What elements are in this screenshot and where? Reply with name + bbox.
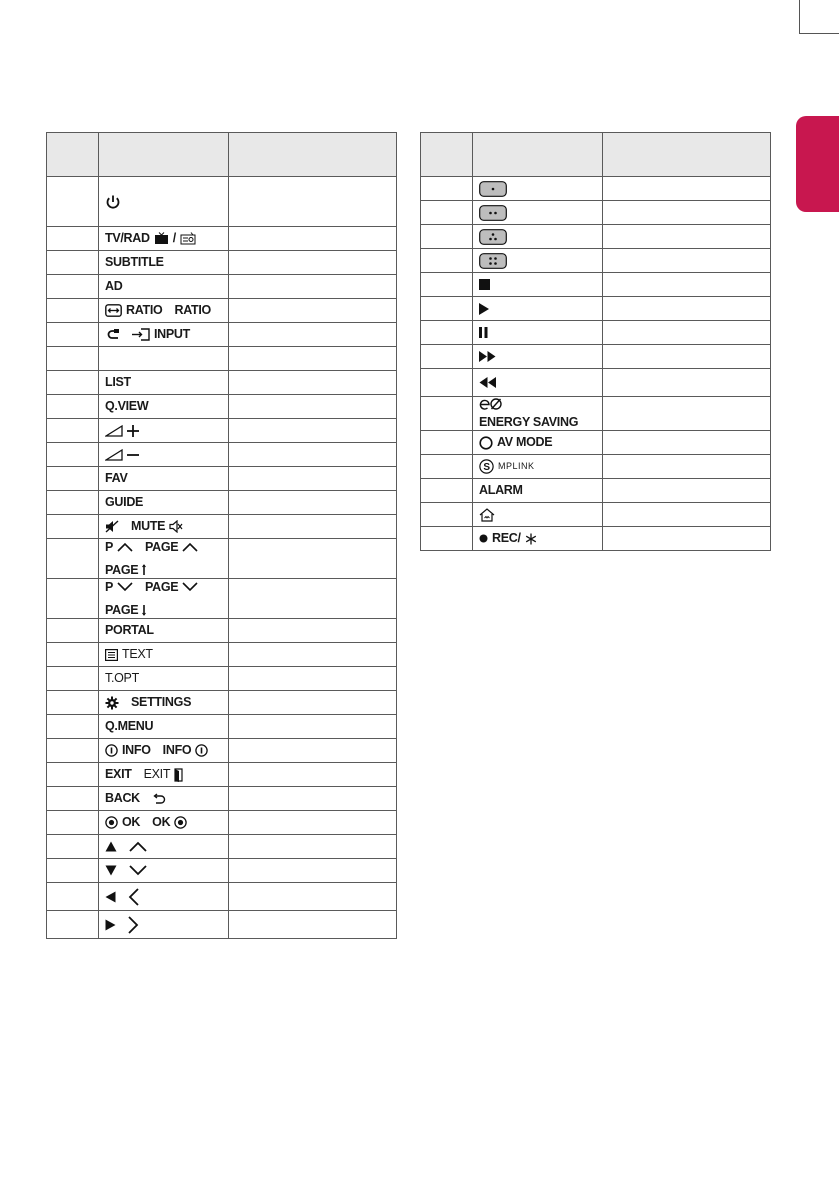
play-icon [479,303,489,315]
table-row [421,201,771,225]
table-row [47,787,397,811]
subtitle-label: SUBTITLE [105,255,164,269]
table-row [47,883,397,911]
fav-label: FAV [105,471,128,485]
chevron-down-icon [129,865,147,876]
chevron-left-icon [128,888,139,906]
table-row [421,431,771,455]
table-row [47,739,397,763]
simplink-label: MPLINK [498,461,535,471]
tvrad-label: TV/RAD [105,231,150,245]
chevron-right-icon [128,916,139,934]
table-row [421,321,771,345]
chevron-down-icon [182,582,198,592]
table-row [421,503,771,527]
table-row [47,835,397,859]
table-row [47,911,397,939]
back-arrow-icon [152,793,166,805]
ratio-icon [105,304,122,317]
ratio-label-1: RATIO [126,303,163,317]
table-row [47,515,397,539]
exit-label-2: EXIT [143,767,171,781]
chevron-down-icon [117,582,133,592]
radio-icon [180,232,196,245]
p-up-label: P [105,539,114,554]
info-label-2: INFO [162,743,192,757]
table-header [421,133,771,177]
table-row [47,299,397,323]
table-row: TV/RAD / [47,227,397,251]
ok-circle-icon [174,816,187,829]
stop-icon [479,279,490,290]
table-row [47,491,397,515]
table-row [421,527,771,551]
color-button-blue-icon [479,253,507,269]
qview-label: Q.VIEW [105,399,149,413]
table-row [47,395,397,419]
triangle-right-icon [105,919,116,931]
crop-mark-vertical [799,0,800,34]
page-arrow-down-icon [142,604,146,616]
table-row [47,443,397,467]
volume-down-icon [105,448,141,462]
table-row [421,225,771,249]
left-key-table [46,132,397,939]
table-row [47,619,397,643]
exit-door-icon [174,768,183,782]
info-icon [105,744,118,757]
ad-label: AD [105,279,123,293]
alarm-label: ALARM [479,483,523,497]
chevron-up-icon [129,841,147,852]
table-row [47,579,397,619]
mute-outline-icon [169,520,183,533]
table-row [47,667,397,691]
right-key-table [420,132,771,551]
record-dot-icon [479,534,488,543]
energy-saving-icon [479,397,503,411]
color-button-green-icon [479,205,507,221]
chevron-up-icon [182,542,198,552]
page-down-label-2: PAGE [105,602,139,617]
table-row [421,397,771,431]
ratio-label-2: RATIO [174,303,211,317]
table-row [47,811,397,835]
color-button-yellow-icon [479,229,507,245]
table-row [421,273,771,297]
input-plug-icon [105,328,120,341]
table-row [47,763,397,787]
table-row [421,455,771,479]
table-row [47,691,397,715]
av-mode-circle-icon [479,436,493,450]
info-label-1: INFO [122,743,151,757]
back-label: BACK [105,791,140,805]
table-row [421,249,771,273]
volume-up-icon [105,424,141,438]
triangle-left-icon [105,891,116,903]
language-tab [796,116,839,212]
table-row [47,347,397,371]
table-row [47,467,397,491]
fast-forward-icon [479,351,496,362]
table-row [47,539,397,579]
table-row [421,369,771,397]
crop-mark-horizontal [799,33,839,34]
guide-label: GUIDE [105,495,144,509]
gear-icon [105,696,119,710]
table-row [47,251,397,275]
table-row [47,275,397,299]
power-icon [105,194,121,210]
table-row [421,297,771,321]
triangle-down-icon [105,865,117,876]
svg-text:S: S [483,462,490,473]
home-icon [479,508,495,522]
text-icon [105,649,118,661]
ok-label-1: OK [122,815,141,829]
color-button-red-icon [479,181,507,197]
ok-label-2: OK [152,815,171,829]
portal-label: PORTAL [105,623,154,637]
p-down-label: P [105,579,114,594]
table-header [47,133,397,177]
table-row [47,177,397,227]
pause-icon [479,327,488,338]
chevron-up-icon [117,542,133,552]
av-mode-label: AV MODE [497,435,553,449]
tv-icon [154,232,169,245]
ok-circle-icon [105,816,118,829]
table-row [421,345,771,369]
table-row [47,859,397,883]
settings-label: SETTINGS [131,695,192,709]
page-down-label: PAGE [145,579,179,594]
table-row [421,177,771,201]
page-up-label: PAGE [145,539,179,554]
energy-saving-label: ENERGY SAVING [479,415,579,429]
mute-label: MUTE [131,519,166,533]
table-row [47,419,397,443]
info-icon [195,744,208,757]
text-label: TEXT [122,647,153,661]
input-label: INPUT [154,327,191,341]
qmenu-label: Q.MENU [105,719,154,733]
list-label: LIST [105,375,131,389]
table-row [47,643,397,667]
rewind-icon [479,377,496,388]
rec-label: REC/ [492,531,521,545]
triangle-up-icon [105,841,117,852]
exit-label-1: EXIT [105,767,132,781]
input-arrow-icon [132,328,150,341]
table-row [421,479,771,503]
page-arrow-up-icon [142,564,146,576]
table-row [47,323,397,347]
simplink-icon [479,459,494,474]
mute-icon [105,520,119,533]
asterisk-icon [525,533,537,545]
page-up-label-2: PAGE [105,562,139,577]
table-row [47,371,397,395]
table-row [47,715,397,739]
topt-label: T.OPT [105,671,139,685]
